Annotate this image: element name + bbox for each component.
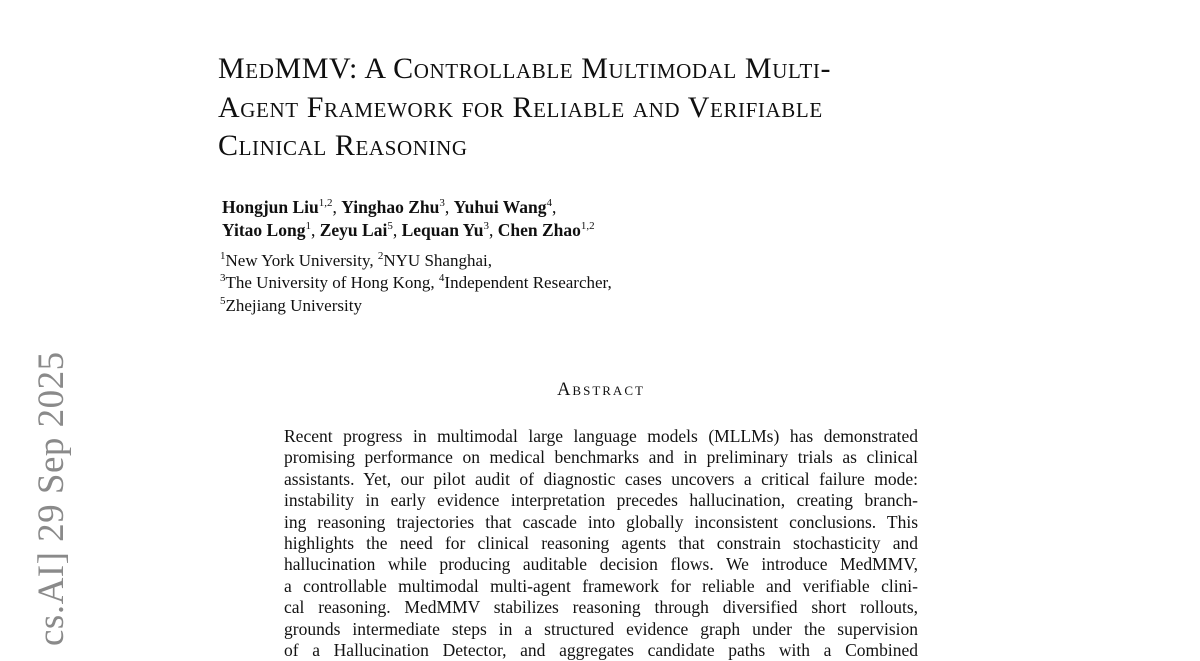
affiliation-superscript: 4 bbox=[438, 272, 445, 285]
affiliation-name: The University of Hong Kong, bbox=[225, 273, 439, 293]
affiliation-superscript: 2 bbox=[377, 249, 384, 262]
affiliation-line bbox=[220, 295, 860, 317]
abstract-line: highlights the need for clinical reasoning agents that constrain stochasticity and bbox=[284, 532, 918, 553]
affiliation-name: Independent Researcher, bbox=[444, 273, 612, 293]
author-list bbox=[222, 196, 862, 242]
author-separator: , bbox=[310, 220, 320, 240]
author-separator: , bbox=[332, 197, 342, 217]
author-affiliation-superscript: 1,2 bbox=[580, 219, 595, 232]
abstract-line: of a Hallucination Detector, and aggregates candidate paths with a Combined bbox=[284, 639, 918, 660]
abstract-line: hallucination while producing auditable decision flows. We introduce MedMMV, bbox=[284, 554, 918, 575]
abstract-line: Recent progress in multimodal large language models (MLLMs) has demonstrated bbox=[284, 426, 918, 446]
author-affiliation-superscript: 5 bbox=[387, 219, 393, 232]
affiliation-list bbox=[220, 250, 860, 317]
affiliation-name: Zhejiang University bbox=[225, 295, 362, 315]
abstract-line: promising performance on medical benchmarks and in preliminary trials as clinical bbox=[284, 447, 918, 468]
author-name: Chen Zhao bbox=[497, 220, 581, 240]
author-affiliation-superscript: 1 bbox=[305, 219, 311, 232]
author-name: Yitao Long bbox=[222, 220, 306, 240]
paper-title-line-2: Agent Framework for Reliable and Verifiable bbox=[218, 90, 823, 124]
affiliation-line bbox=[220, 272, 860, 294]
author-separator: , bbox=[444, 197, 454, 217]
author-separator: , bbox=[488, 220, 498, 240]
paper-title bbox=[218, 50, 1048, 166]
author-affiliation-superscript: 3 bbox=[483, 219, 489, 232]
author-name: Lequan Yu bbox=[401, 220, 484, 240]
author-line bbox=[222, 219, 862, 242]
affiliation-name: NYU Shanghai, bbox=[383, 251, 492, 270]
abstract-line: assistants. Yet, our pilot audit of diagnostic cases uncovers a critical failure mode: bbox=[284, 468, 918, 489]
abstract-line: instability in early evidence interpretation precedes hallucination, creating branch- bbox=[284, 490, 918, 511]
affiliation-name: New York University, bbox=[225, 251, 378, 270]
affiliation-superscript: 1 bbox=[220, 249, 226, 262]
abstract-line: grounds intermediate steps in a structured evidence graph under the supervision bbox=[284, 618, 918, 639]
author-separator: , bbox=[392, 220, 402, 240]
author-line bbox=[222, 196, 862, 219]
abstract-line: ing reasoning trajectories that cascade into globally inconsistent conclusions. This bbox=[284, 511, 918, 532]
author-name: Yuhui Wang bbox=[453, 197, 547, 217]
abstract-line: cal reasoning. MedMMV stabilizes reasoning through diversified short rollouts, bbox=[284, 597, 918, 618]
author-name: Hongjun Liu bbox=[222, 197, 319, 217]
author-name: Zeyu Lai bbox=[319, 220, 388, 240]
affiliation-superscript: 5 bbox=[220, 294, 226, 307]
paper-title-line-1: MedMMV: A Controllable Multimodal Multi- bbox=[218, 52, 832, 85]
author-affiliation-superscript: 3 bbox=[439, 196, 445, 209]
author-separator: , bbox=[552, 197, 557, 217]
abstract-heading: Abstract bbox=[557, 380, 645, 400]
affiliation-line bbox=[220, 250, 860, 272]
arxiv-stamp-vertical-text: cs.AI] 29 Sep 2025 bbox=[31, 351, 72, 646]
affiliation-superscript: 3 bbox=[220, 272, 226, 285]
author-affiliation-superscript: 4 bbox=[546, 196, 553, 209]
abstract-text bbox=[284, 426, 918, 661]
author-affiliation-superscript: 1,2 bbox=[318, 196, 333, 209]
abstract-line: a controllable multimodal multi-agent framework for reliable and verifiable clini- bbox=[284, 575, 918, 596]
paper-title-line-3: Clinical Reasoning bbox=[218, 129, 468, 162]
author-name: Yinghao Zhu bbox=[341, 197, 440, 217]
